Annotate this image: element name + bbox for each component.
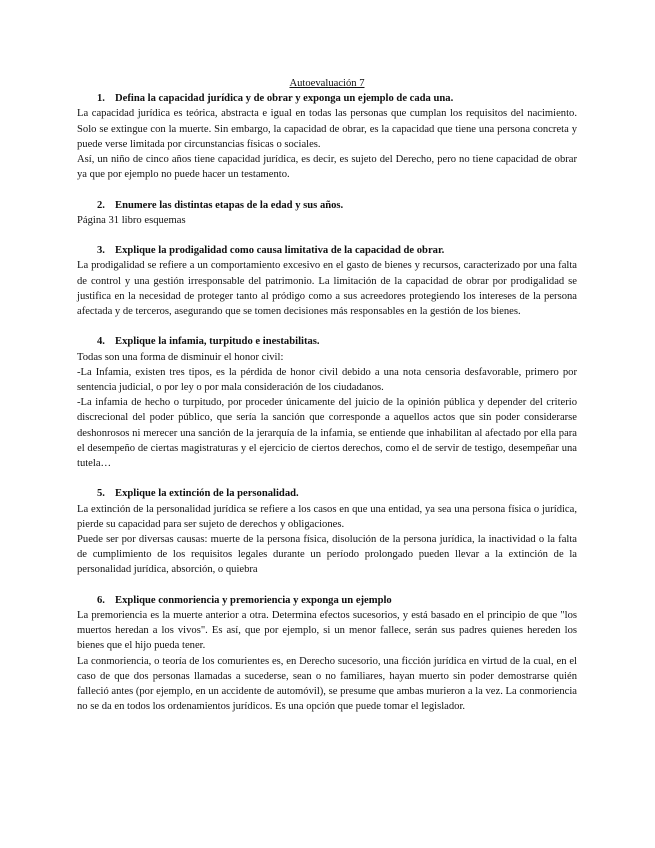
section-gap: [77, 319, 577, 334]
question-number: 3.: [97, 245, 105, 257]
question-text: Explique la extinción de la personalidad.: [115, 488, 299, 500]
answer-paragraph: -La Infamia, existen tres tipos, es la pérdida de honor civil debido a una nota censoria desfavorable, primero por sentencia judicial, o por ley o por mala consideración de los ciudadanos.: [77, 366, 577, 394]
answer-paragraph: La extinción de la personalidad jurídica se refiere a los casos en que una entidad, ya sea una persona física o jurídica, pierde su capacidad para ser sujeto de derechos y obligaciones.: [77, 503, 577, 530]
section-2: [77, 198, 577, 228]
question-heading: [77, 198, 577, 213]
question-heading: [77, 593, 577, 608]
question-text: Explique la prodigalidad como causa limitativa de la capacidad de obrar.: [115, 245, 445, 257]
question-text: Defina la capacidad jurídica y de obrar y exponga un ejemplo de cada una.: [115, 93, 454, 105]
section-gap: [77, 578, 577, 593]
section-4: [77, 334, 577, 471]
question-text: Enumere las distintas etapas de la edad y sus años.: [115, 199, 344, 211]
section-5: [77, 486, 577, 577]
question-heading: [77, 91, 577, 106]
answer-paragraph: -La infamia de hecho o turpitudo, por proceder únicamente del juicio de la opinión pública y depender del criterio discrecional del poder público, que sería la sanción que corresponde a aquellos actos que sin poder considerarse deshonrosos ni merecer una sanción de la jerarquía de la infamia, se entiende que inhabilitan al afectado por ella para el desempeño de ciertas magistraturas y el ejercicio de ciertos derechos, como el de servir de testigo, desempeñar una tutela…: [77, 397, 577, 470]
answer-paragraph: La conmoriencia, o teoría de los comurientes es, en Derecho sucesorio, una ficción jurídica en virtud de la cual, en el caso de que dos personas llamadas a sucederse, sean o no familiares, hayan muerto sin poder demostrarse quién falleció antes (por ejemplo, en un accidente de automóvil), se presume que ambas murieron a la vez. La conmoriencia no se da en todos los ordenamientos jurídicos. Es una opción que puede tomar el legislador.: [77, 655, 577, 713]
question-text: Explique la infamia, turpitudo e inestabilitas.: [115, 336, 320, 348]
section-gap: [77, 182, 577, 197]
question-text: Explique conmoriencia y premoriencia y exponga un ejemplo: [115, 594, 392, 606]
question-heading: [77, 334, 577, 349]
document-page: [77, 76, 577, 714]
question-number: 2.: [97, 199, 105, 211]
question-number: 6.: [97, 594, 105, 606]
answer-paragraph: Puede ser por diversas causas: muerte de la persona física, disolución de la persona jurídica, la inactividad o la falta de cumplimiento de los requisitos legales durante un período prolongado pueden llevar a la extinción de la personalidad jurídica, absorción, o quiebra: [77, 534, 577, 576]
question-heading: [77, 243, 577, 258]
section-gap: [77, 228, 577, 243]
question-number: 5.: [97, 488, 105, 500]
section-gap: [77, 471, 577, 486]
question-heading: [77, 486, 577, 501]
answer-paragraph: Así, un niño de cinco años tiene capacidad jurídica, es decir, es sujeto del Derecho, pero no tiene capacidad de obrar ya que por ejemplo no puede hacer un testamento.: [77, 154, 577, 181]
answer-paragraph: La capacidad jurídica es teórica, abstracta e igual en todas las personas que cumplan los requisitos del nacimiento. Solo se extingue con la muerte. Sin embargo, la capacidad de obrar, es la capacidad que tiene una persona concreta y puede verse limitada por circunstancias físicas o sociales.: [77, 108, 577, 150]
section-6: [77, 593, 577, 715]
answer-paragraph: Página 31 libro esquemas: [77, 214, 186, 226]
document-title: Autoevaluación 7: [289, 78, 365, 89]
question-number: 4.: [97, 336, 105, 348]
answer-paragraph: La premoriencia es la muerte anterior a otra. Determina efectos sucesorios, y está basado en el principio de que "los muertos heredan a los vivos". Es así, que por ejemplo, si un menor fallece, serán sus padres quienes hereden los bienes que el hijo pueda tener.: [77, 610, 577, 652]
answer-paragraph: Todas son una forma de disminuir el honor civil:: [77, 351, 284, 363]
answer-paragraph: La prodigalidad se refiere a un comportamiento excesivo en el gasto de bienes y recursos, caracterizado por una falta de control y una gestión irresponsable del patrimonio. La limitación de la capacidad de obrar por prodigalidad se justifica en la necesidad de proteger tanto al pródigo como a sus acreedores protegiendo los intereses de la persona afectada y de terceros, asegurando que se tomen decisiones más responsables en la gestión de los bienes.: [77, 260, 577, 318]
question-number: 1.: [97, 93, 105, 105]
section-3: [77, 243, 577, 319]
section-1: [77, 91, 577, 182]
